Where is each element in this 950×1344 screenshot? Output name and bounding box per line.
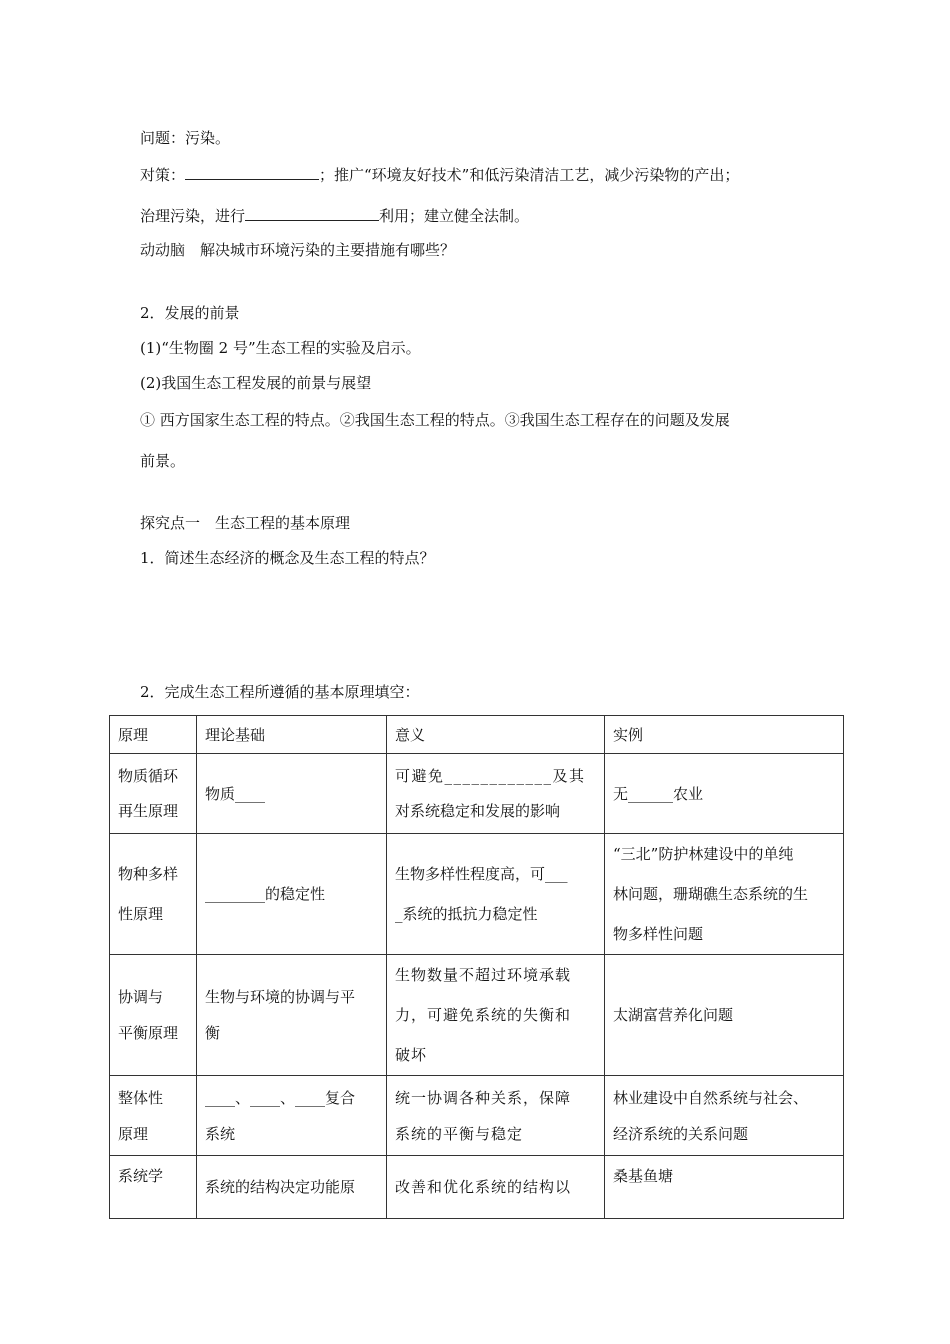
cell-text: 生物多样性程度高，可___ <box>395 865 568 883</box>
item-china-prospect: (2)我国生态工程发展的前景与展望 <box>140 374 372 392</box>
section-heading-prospect: 2．发展的前景 <box>140 304 240 322</box>
cell-text: 统一协调各种关系，保障 <box>395 1088 572 1107</box>
cell-text: 物质循环 <box>118 766 179 785</box>
theory-cell <box>197 955 387 1076</box>
cell-text: 林业建设中自然系统与社会、 <box>613 1088 809 1107</box>
example-cell: 太湖富营养化问题 <box>605 955 844 1076</box>
principles-table <box>109 715 844 1219</box>
table-row <box>110 955 844 1076</box>
principle-cell: 系统学 <box>110 1156 197 1219</box>
pollution-treatment-line <box>140 206 529 226</box>
table-row <box>110 1076 844 1156</box>
treatment-text-end: 利用；建立健全法制。 <box>379 207 530 225</box>
principle-cell <box>110 955 197 1076</box>
principle-cell <box>110 1076 197 1156</box>
example-cell <box>605 1076 844 1156</box>
meaning-cell <box>387 955 605 1076</box>
meaning-cell <box>387 1076 605 1156</box>
meaning-cell: 改善和优化系统的结构以 <box>387 1156 605 1219</box>
fill-blank[interactable] <box>245 206 379 221</box>
cell-text: 衡 <box>205 1024 221 1042</box>
principle-cell <box>110 754 197 834</box>
problem-line: 问题：污染。 <box>140 129 231 147</box>
cell-text: 生物与环境的协调与平 <box>205 988 356 1006</box>
cell-text: 再生原理 <box>118 801 179 820</box>
header-cell: 实例 <box>605 716 844 754</box>
cell-text: 破坏 <box>395 1046 428 1064</box>
cell-text: 力，可避免系统的失衡和 <box>395 1006 572 1024</box>
header-cell: 原理 <box>110 716 197 754</box>
cell-text: 系统的平衡与稳定 <box>395 1124 524 1143</box>
cell-text: 生物数量不超过环境承载 <box>395 966 572 984</box>
principle-cell <box>110 834 197 955</box>
theory-cell: 物质____ <box>197 754 387 834</box>
think-question: 动动脑 解决城市环境污染的主要措施有哪些？ <box>140 241 456 259</box>
cell-text: 性原理 <box>118 905 164 923</box>
theory-cell: 系统的结构决定功能原 <box>197 1156 387 1219</box>
cell-text: 林问题，珊瑚礁生态系统的生 <box>613 885 809 903</box>
cell-text: 平衡原理 <box>118 1024 179 1042</box>
item-biosphere-2: (1)“生物圈 2 号”生态工程的实验及启示。 <box>140 339 421 357</box>
inquiry-heading: 探究点一 生态工程的基本原理 <box>140 514 351 532</box>
treatment-text: 治理污染，进行 <box>140 207 246 225</box>
theory-cell: ________的稳定性 <box>197 834 387 955</box>
countermeasure-label: 对策： <box>140 166 186 184</box>
example-cell: 无______农业 <box>605 754 844 834</box>
table-row <box>110 1156 844 1219</box>
table-row <box>110 834 844 955</box>
cell-text: 经济系统的关系问题 <box>613 1124 749 1143</box>
cell-text: 对系统稳定和发展的影响 <box>395 801 561 820</box>
theory-cell <box>197 1076 387 1156</box>
item-features-cont: 前景。 <box>140 452 186 470</box>
cell-text: 物多样性问题 <box>613 925 704 943</box>
cell-text: 原理 <box>118 1124 149 1143</box>
cell-text: _系统的抵抗力稳定性 <box>395 905 538 923</box>
cell-text: 整体性 <box>118 1088 164 1107</box>
table-header-row <box>110 716 844 754</box>
fill-blank[interactable] <box>185 165 319 180</box>
cell-text: “三北”防护林建设中的单纯 <box>613 845 794 863</box>
question-2: 2．完成生态工程所遵循的基本原理填空： <box>140 683 420 701</box>
cell-text: 可避免____________及其 <box>395 766 586 785</box>
cell-text: 协调与 <box>118 988 164 1006</box>
countermeasure-line <box>140 165 739 185</box>
table-row <box>110 754 844 834</box>
item-features: ① 西方国家生态工程的特点。②我国生态工程的特点。③我国生态工程存在的问题及发展 <box>140 411 730 429</box>
header-cell: 理论基础 <box>197 716 387 754</box>
cell-text: ____、____、____复合 <box>205 1088 356 1107</box>
example-cell: 桑基鱼塘 <box>605 1156 844 1219</box>
example-cell <box>605 834 844 955</box>
cell-text: 物种多样 <box>118 865 179 883</box>
meaning-cell <box>387 754 605 834</box>
question-1: 1．简述生态经济的概念及生态工程的特点？ <box>140 549 435 567</box>
cell-text: 系统 <box>205 1124 236 1143</box>
countermeasure-text: ；推广“环境友好技术”和低污染清洁工艺，减少污染物的产出； <box>319 166 740 184</box>
meaning-cell <box>387 834 605 955</box>
header-cell: 意义 <box>387 716 605 754</box>
